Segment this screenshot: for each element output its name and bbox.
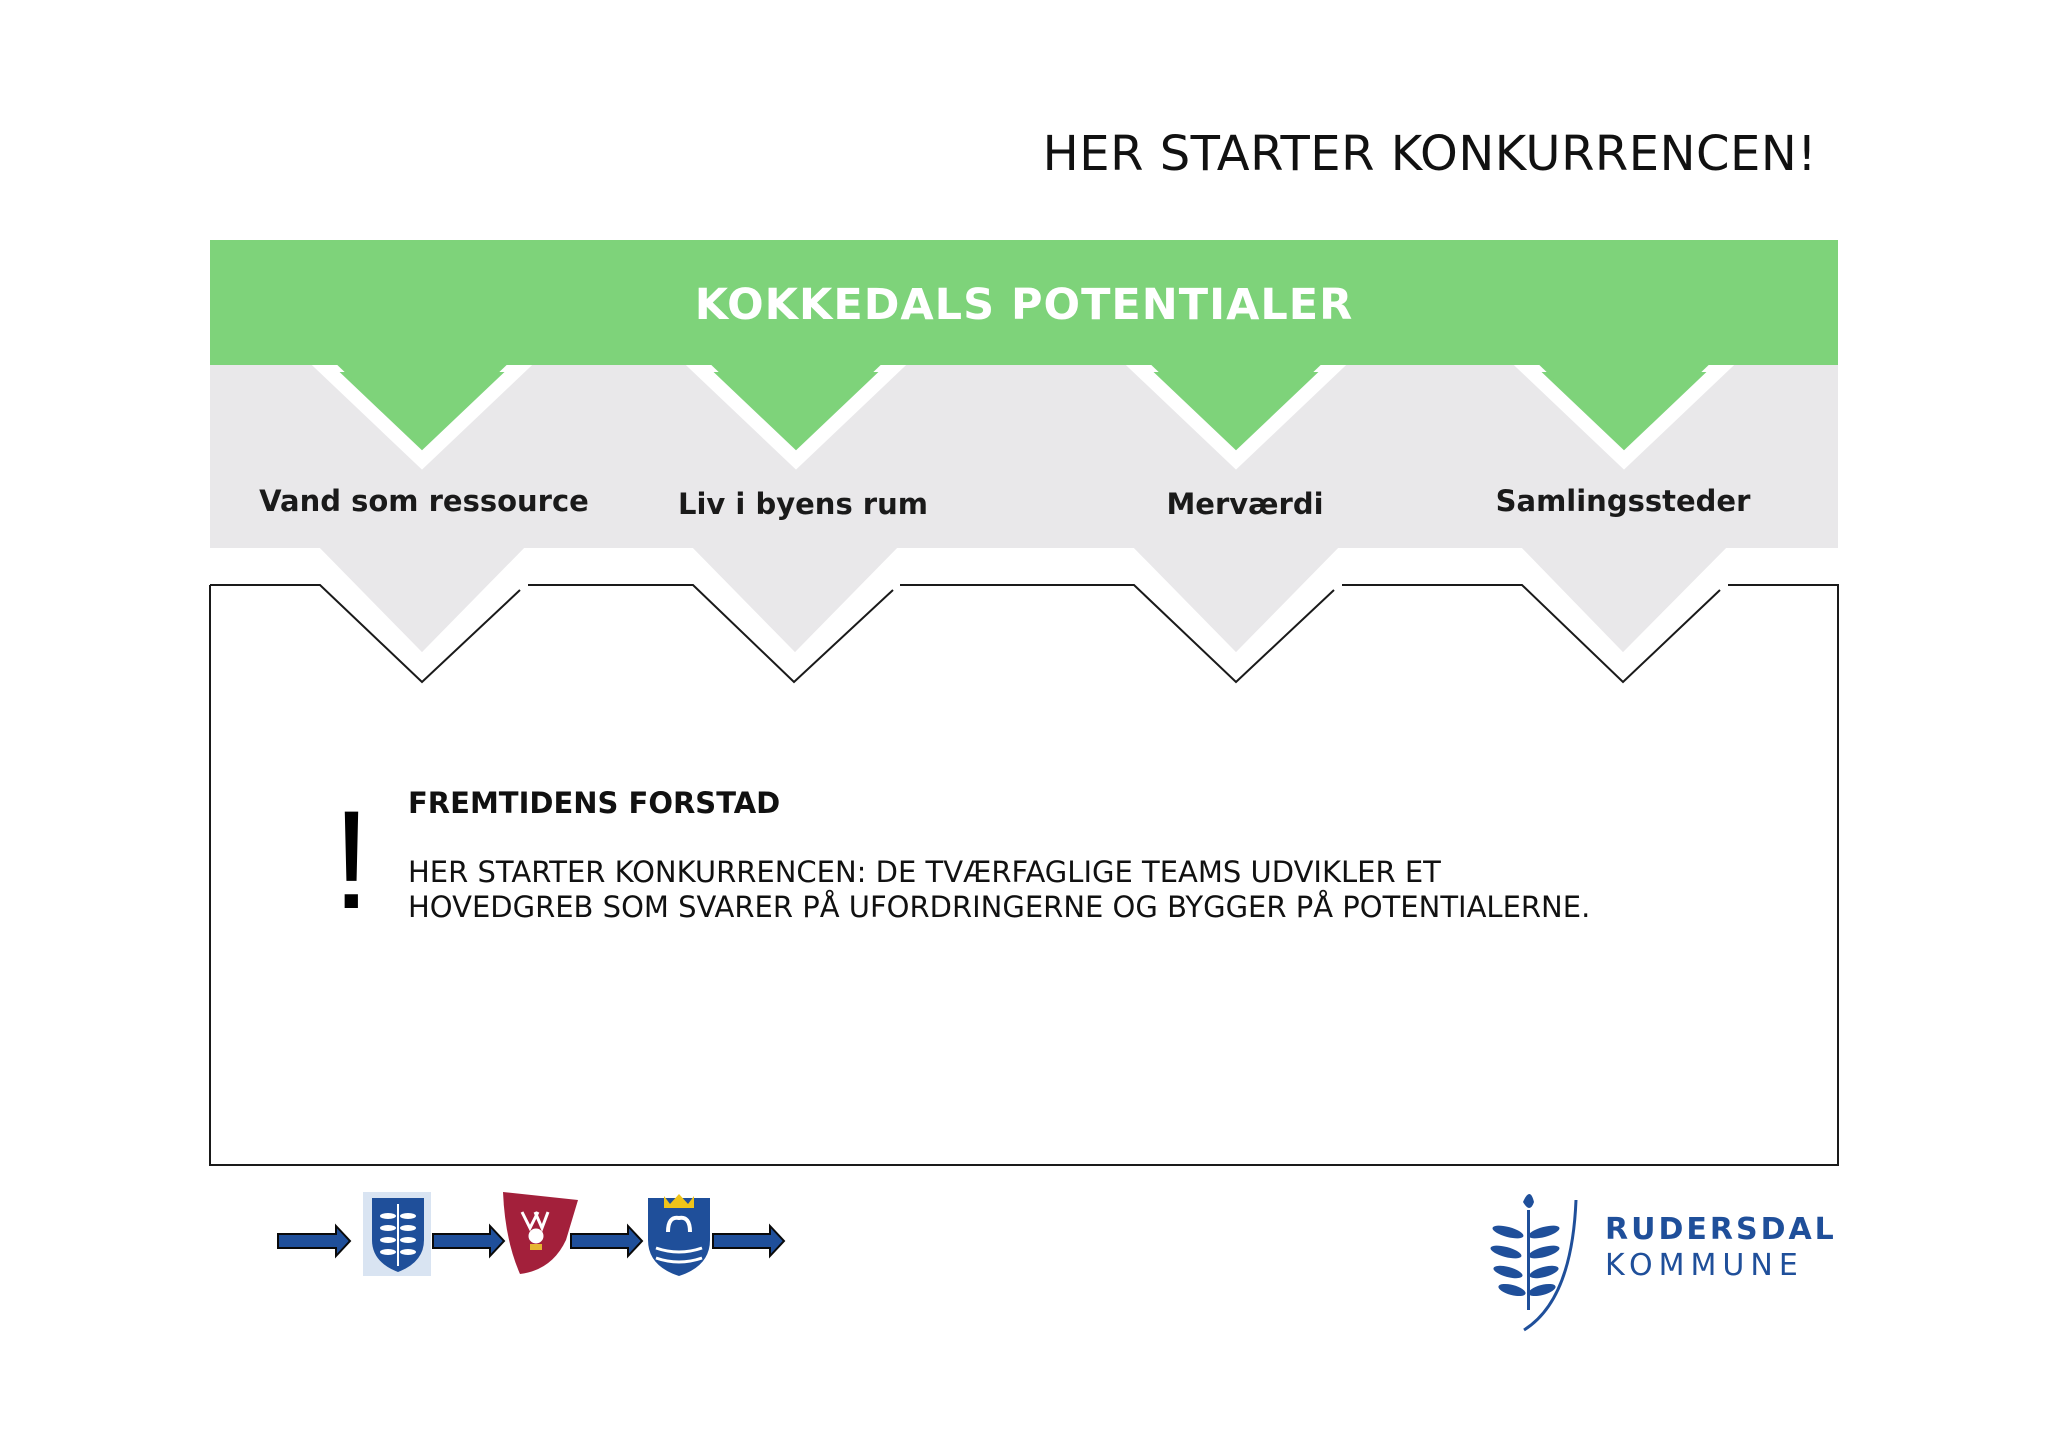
- blue-swan-crest-icon: [648, 1194, 710, 1276]
- logo-subtitle: KOMMUNE: [1605, 1248, 1804, 1283]
- arrow-3: [571, 1226, 642, 1256]
- content-heading: FREMTIDENS FORSTAD: [408, 786, 781, 820]
- rudersdal-emblem-icon: [1489, 1194, 1576, 1330]
- slide-title: HER STARTER KONKURRENCEN!: [1042, 126, 1817, 182]
- blue-leaf-crest-icon: [363, 1192, 431, 1276]
- content-text-line: HER STARTER KONKURRENCEN: DE TVÆRFAGLIGE TEAMS UDVIKLER ET: [408, 855, 1441, 889]
- arrow-1: [278, 1226, 350, 1256]
- logo-name: RUDERSDAL: [1605, 1212, 1837, 1247]
- potential-label: Vand som ressource: [259, 484, 589, 518]
- red-deer-crest-icon: [503, 1192, 578, 1274]
- content-text-line: HOVEDGREB SOM SVARER PÅ UFORDRINGERNE OG BYGGER PÅ POTENTIALERNE.: [408, 890, 1591, 924]
- potential-label: Samlingssteder: [1495, 484, 1751, 518]
- arrow-2: [433, 1226, 504, 1256]
- content-text: [408, 855, 1808, 925]
- potential-label: Liv i byens rum: [678, 487, 928, 521]
- banner-title: KOKKEDALS POTENTIALER: [694, 280, 1354, 330]
- exclamation-mark: !: [332, 781, 371, 938]
- arrow-4: [713, 1226, 784, 1256]
- potential-label: Merværdi: [1166, 487, 1324, 521]
